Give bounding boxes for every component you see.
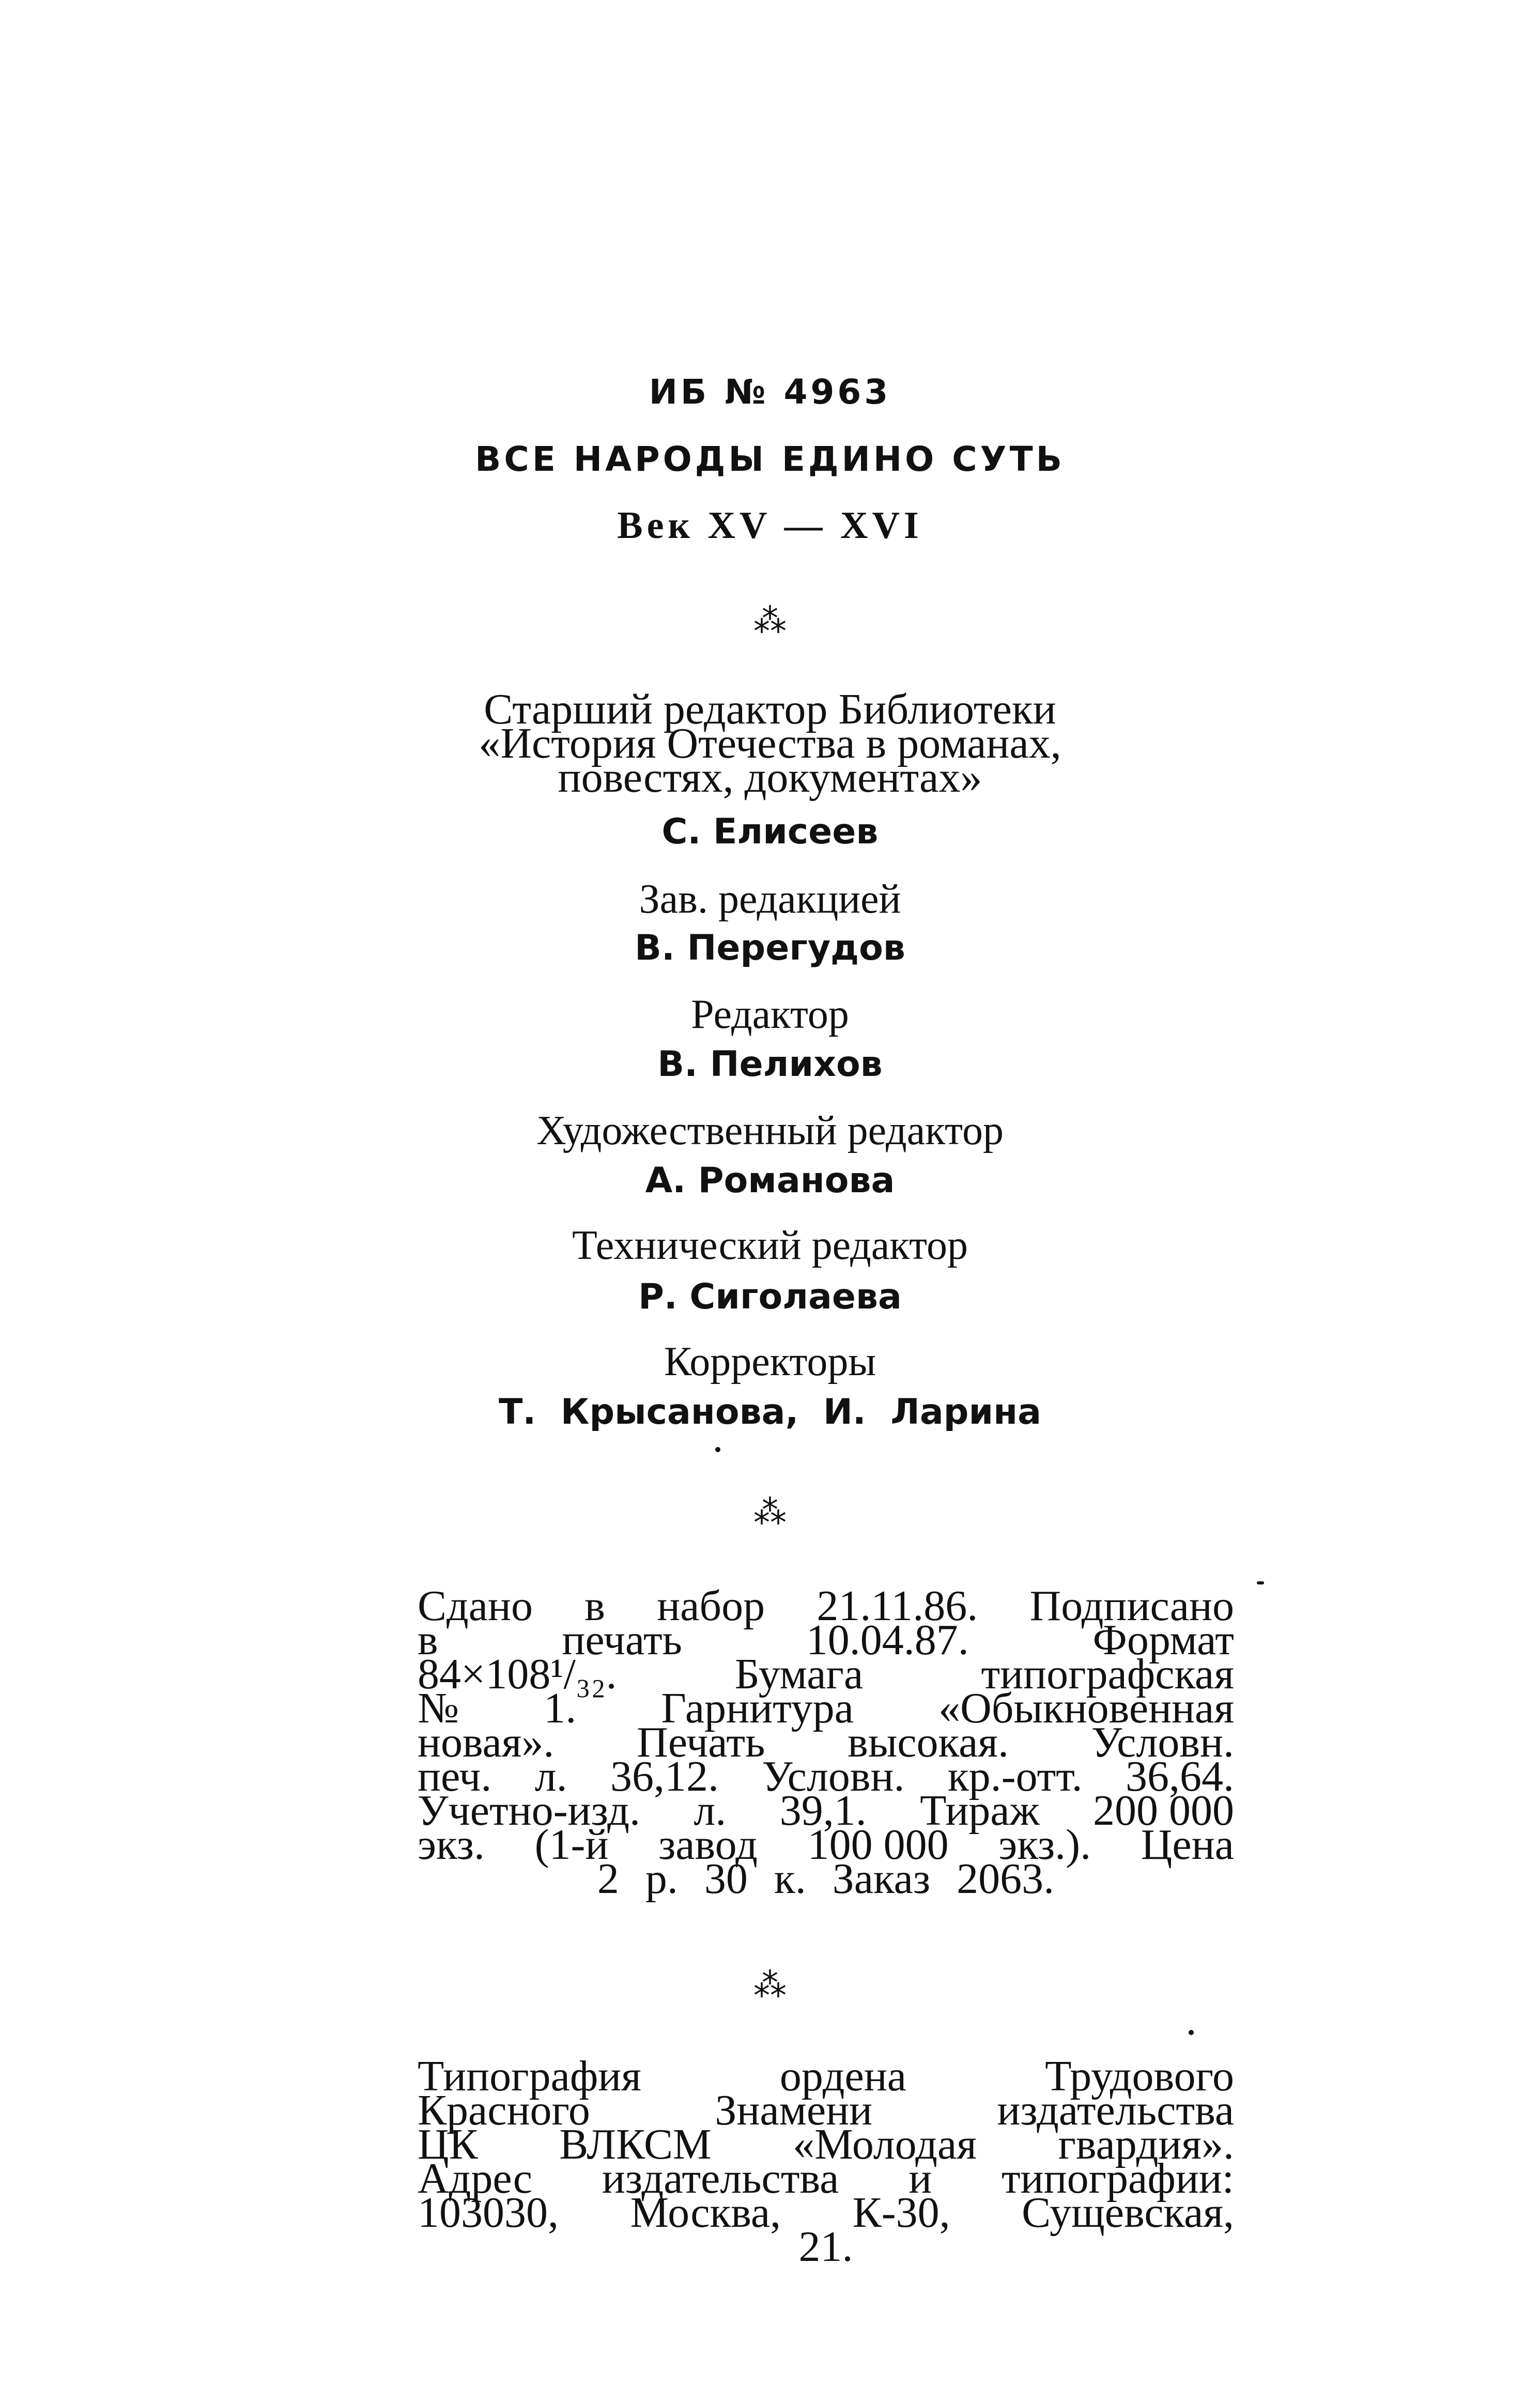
senior-editor-name: С. Елисеев	[661, 811, 879, 852]
imprint-line: экз. (1-й завод 100 000 экз.). Цена	[418, 1821, 1234, 1869]
ink-speck	[1189, 2030, 1194, 2035]
imprint-line: № 1. Гарнитура «Обыкновенная	[418, 1684, 1234, 1732]
book-subtitle: Век XV — XVI	[617, 504, 923, 547]
credit-name-technical-editor: Р. Сиголаева	[638, 1276, 902, 1317]
ink-speck	[1257, 1581, 1264, 1584]
imprint-last-line: 2 р. 30 к. Заказ 2063.	[597, 1855, 1055, 1903]
printer-line: 103030, Москва, К-30, Сущевская,	[418, 2189, 1234, 2237]
senior-editor-role-line-2: «История Отечества в романах,	[479, 719, 1061, 767]
separator-asterism-3: ⁂	[753, 1966, 787, 2005]
ink-speck	[715, 1447, 720, 1452]
ib-number: ИБ № 4963	[649, 372, 891, 412]
printer-line: Адрес издательства и типографии:	[418, 2154, 1234, 2203]
imprint-line: Сдано в набор 21.11.86. Подписано	[418, 1582, 1234, 1630]
imprint-line: новая». Печать высокая. Условн.	[418, 1718, 1234, 1766]
separator-asterism-1: ⁂	[753, 602, 787, 640]
credit-role-editor: Редактор	[691, 992, 849, 1037]
separator-asterism-2: ⁂	[753, 1493, 787, 1532]
printer-block	[418, 2052, 1234, 2271]
imprint-line: Учетно-изд. л. 39,1. Тираж 200 000	[418, 1787, 1234, 1835]
credit-role-proofreaders: Корректоры	[664, 1339, 876, 1384]
printer-last-line: 21.	[798, 2223, 853, 2271]
senior-editor-role-line-3: повестях, документах»	[558, 753, 982, 802]
imprint-line: в печать 10.04.87. Формат	[418, 1616, 1234, 1664]
credit-name-head-of-editorial: В. Перегудов	[635, 928, 905, 968]
credit-role-head-of-editorial: Зав. редакцией	[639, 876, 901, 922]
credit-name-proofreaders: Т. Крысанова, И. Ларина	[499, 1392, 1041, 1433]
imprint-block	[418, 1582, 1234, 1903]
book-title: ВСЕ НАРОДЫ ЕДИНО СУТЬ	[475, 439, 1065, 479]
credit-name-editor: В. Пелихов	[657, 1044, 883, 1085]
senior-editor-role-line-1: Старший редактор Библиотеки	[484, 685, 1056, 733]
printer-line: Красного Знамени издательства	[418, 2086, 1234, 2134]
imprint-line: 84×108¹/₃₂. Бумага типографская	[418, 1650, 1234, 1698]
imprint-line: печ. л. 36,12. Условн. кр.-отт. 36,64.	[418, 1752, 1234, 1800]
credit-role-art-editor: Художественный редактор	[536, 1108, 1004, 1153]
printer-line: ЦК ВЛКСМ «Молодая гвардия».	[418, 2120, 1234, 2168]
printer-line: Типография ордена Трудового	[418, 2052, 1234, 2100]
credit-role-technical-editor: Технический редактор	[572, 1223, 968, 1268]
credit-name-art-editor: А. Романова	[645, 1160, 895, 1201]
